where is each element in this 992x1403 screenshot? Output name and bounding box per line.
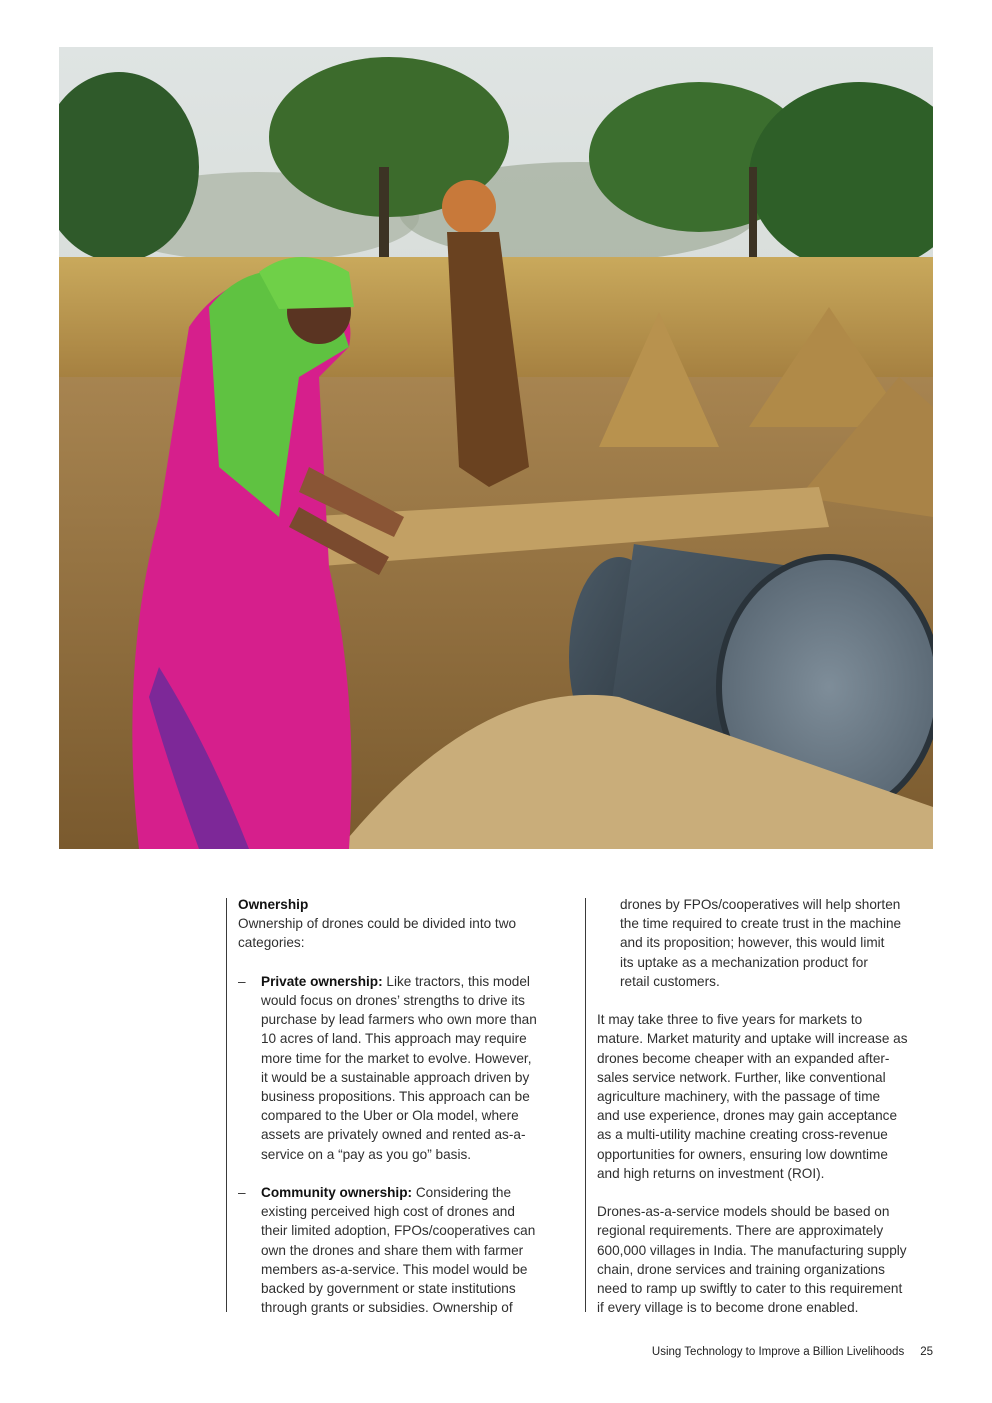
text-line: their limited adoption, FPOs/cooperatives can — [261, 1223, 536, 1239]
bullet-dash: – — [238, 1185, 246, 1201]
text-line: Considering the — [415, 1185, 512, 1201]
text-line: and high returns on investment (ROI). — [597, 1165, 825, 1181]
text-line: and use experience, drones may gain acceptance — [597, 1108, 898, 1124]
text-line: 600,000 villages in India. The manufacturing supply — [597, 1242, 907, 1258]
text-line: business propositions. This approach can be — [261, 1089, 530, 1105]
text-line: chain, drone services and training organizations — [597, 1261, 885, 1277]
text-line: purchase by lead farmers who own more than — [261, 1012, 537, 1028]
text-line: as a multi-utility machine creating cross-revenue — [597, 1127, 888, 1143]
bullet-dash: – — [238, 973, 246, 989]
text-line: opportunities for owners, ensuring low downtime — [597, 1146, 888, 1162]
bullet-title: Private ownership: — [261, 973, 383, 989]
text-line: would focus on drones’ strengths to drive its — [261, 993, 525, 1008]
page-number: 25 — [920, 1346, 933, 1358]
text-line: Drones-as-a-service models should be based on — [597, 1204, 890, 1220]
text-line: 10 acres of land. This approach may require — [261, 1031, 527, 1047]
text-line: compared to the Uber or Ola model, where — [261, 1108, 519, 1124]
text-line: through grants or subsidies. Ownership of — [261, 1300, 513, 1316]
text-line: agriculture machinery, with the passage of time — [597, 1089, 881, 1105]
right-column — [597, 895, 933, 1317]
text-line: more time for the market to evolve. However, — [261, 1050, 532, 1066]
bullet-private-ownership — [238, 972, 566, 1164]
text-line: regional requirements. There are approximately — [597, 1223, 884, 1239]
text-line: members as-a-service. This model would be — [261, 1261, 528, 1277]
intro-paragraph — [238, 914, 566, 952]
text-line: service on a “pay as you go” basis. — [261, 1146, 472, 1162]
text-line: drones by FPOs/cooperatives will help shorten — [620, 897, 901, 912]
text-line: backed by government or state institutions — [261, 1281, 516, 1297]
text-line: Ownership of drones could be divided into two — [238, 916, 517, 932]
drones-as-a-service-paragraph — [597, 1202, 933, 1317]
left-column — [238, 895, 566, 1317]
page-footer — [652, 1346, 933, 1358]
text-line: and its proposition; however, this would limit — [620, 935, 885, 951]
text-line: Like tractors, this model — [386, 973, 530, 989]
text-line: sales service network. Further, like conventional — [597, 1069, 886, 1085]
text-line: the time required to create trust in the machine — [620, 916, 902, 932]
bullet-title: Community ownership: — [261, 1185, 413, 1201]
text-line: need to ramp up swiftly to cater to this requirement — [597, 1281, 903, 1297]
text-line: it would be a sustainable approach driven by — [261, 1069, 530, 1085]
harvest-photo — [59, 47, 933, 849]
right-column-rule — [585, 898, 586, 1312]
continued-bullet-text — [597, 895, 933, 991]
text-line: its uptake as a mechanization product for — [620, 954, 868, 970]
market-maturity-paragraph — [597, 1010, 933, 1183]
text-line: if every village is to become drone enabled. — [597, 1300, 859, 1316]
section-heading: Ownership — [238, 897, 309, 912]
bullet-community-ownership — [238, 1183, 566, 1317]
photo-field-harvest-icon — [59, 47, 933, 849]
text-line: mature. Market maturity and uptake will increase as — [597, 1031, 908, 1047]
left-column-rule — [226, 898, 227, 1312]
text-line: retail customers. — [620, 973, 720, 989]
footer-title: Using Technology to Improve a Billion Livelihoods — [651, 1346, 905, 1358]
text-line: categories: — [238, 935, 305, 951]
text-line: drones become cheaper with an expanded after- — [597, 1050, 890, 1066]
text-line: It may take three to five years for markets to — [597, 1012, 863, 1028]
text-line: assets are privately owned and rented as-a- — [261, 1127, 526, 1143]
text-line: existing perceived high cost of drones and — [261, 1204, 515, 1220]
text-line: own the drones and share them with farmer — [261, 1242, 524, 1258]
